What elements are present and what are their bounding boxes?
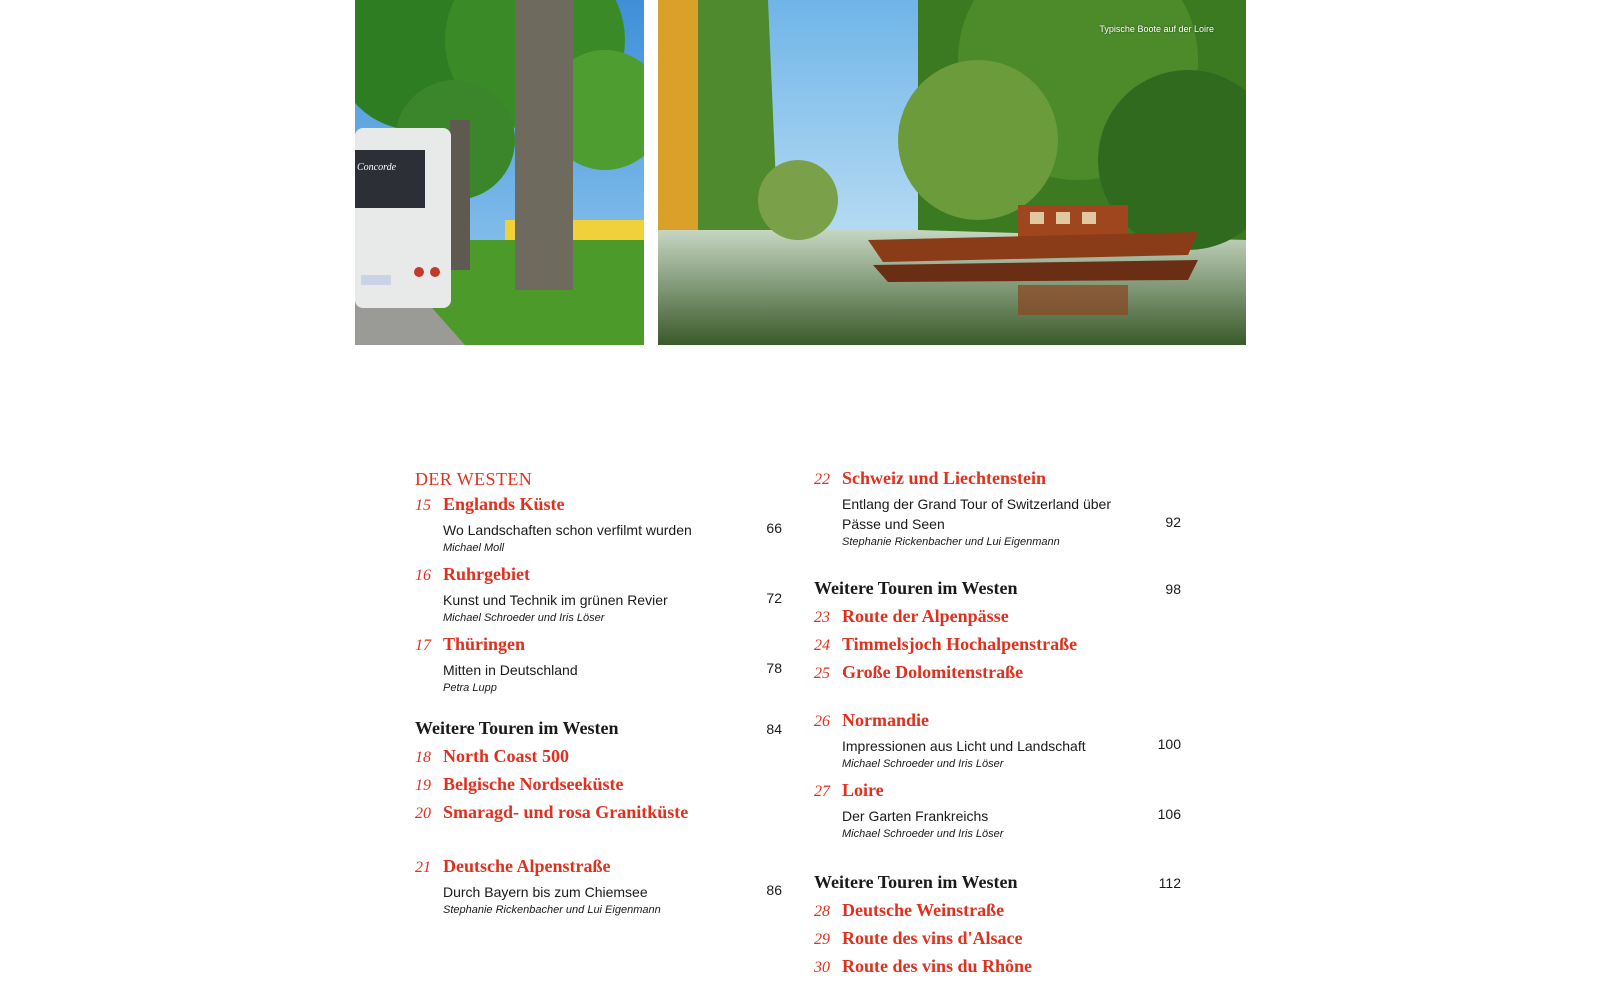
- entry-title: Route des vins d'Alsace: [842, 928, 1023, 948]
- toc-entry[interactable]: [814, 956, 1181, 984]
- entry-number: 19: [415, 777, 431, 794]
- more-tours-heading[interactable]: [415, 718, 782, 746]
- entry-number: 20: [415, 805, 431, 822]
- entry-title: Route des vins du Rhône: [842, 956, 1033, 976]
- entry-subtitle: Wo Landschaften schon verfilmt wurden: [443, 522, 692, 538]
- entry-authors: Michael Schroeder und Iris Löser: [842, 828, 1004, 840]
- entry-number: 22: [814, 471, 830, 488]
- entry-title: Belgische Nordseeküste: [443, 774, 624, 794]
- entry-title: Deutsche Weinstraße: [842, 900, 1005, 920]
- entry-number: 24: [814, 637, 830, 654]
- more-tours-label: Weitere Touren im Westen: [415, 718, 619, 738]
- page-number: 86: [766, 882, 782, 898]
- entry-number: 26: [814, 713, 830, 730]
- toc-entry[interactable]: [814, 900, 1181, 928]
- more-tours-label: Weitere Touren im Westen: [814, 578, 1018, 598]
- toc-entry[interactable]: [814, 662, 1181, 690]
- toc-left-column: [415, 468, 782, 926]
- entry-subtitle: Durch Bayern bis zum Chiemsee: [443, 884, 648, 900]
- toc-entry[interactable]: [814, 710, 1181, 770]
- entry-number: 21: [415, 859, 431, 876]
- entry-title: Schweiz und Liechtenstein: [842, 468, 1047, 488]
- toc-entry[interactable]: [814, 928, 1181, 956]
- more-tours-label: Weitere Touren im Westen: [814, 872, 1018, 892]
- entry-number: 28: [814, 903, 830, 920]
- page-number: 98: [1165, 581, 1181, 597]
- svg-text:Concorde: Concorde: [357, 162, 397, 173]
- photo-caption: Typische Boote auf der Loire: [1099, 24, 1214, 34]
- toc-entry[interactable]: [814, 780, 1181, 840]
- entry-authors: Stephanie Rickenbacher und Lui Eigenmann: [443, 904, 661, 916]
- page-number: 72: [766, 590, 782, 606]
- entry-subtitle: Entlang der Grand Tour of Switzerland über Pässe und Seen: [842, 496, 1112, 532]
- toc-entry[interactable]: [415, 746, 782, 774]
- entry-subtitle: Impressionen aus Licht und Landschaft: [842, 738, 1086, 754]
- entry-subtitle: Der Garten Frankreichs: [842, 808, 989, 824]
- page-number: 92: [1165, 514, 1181, 530]
- toc-entry[interactable]: [415, 564, 782, 624]
- toc-entry[interactable]: [415, 494, 782, 554]
- toc-entry[interactable]: [814, 606, 1181, 634]
- page-number: 100: [1157, 736, 1181, 752]
- entry-number: 27: [814, 783, 830, 800]
- entry-title: Große Dolomitenstraße: [842, 662, 1024, 682]
- toc-entry[interactable]: [814, 634, 1181, 662]
- page-number: 84: [766, 721, 782, 737]
- entry-title: Ruhrgebiet: [443, 564, 530, 584]
- page-number: 106: [1157, 806, 1181, 822]
- entry-subtitle: Kunst und Technik im grünen Revier: [443, 592, 668, 608]
- entry-number: 25: [814, 665, 830, 682]
- toc-entry[interactable]: [415, 802, 782, 830]
- page-number: 66: [766, 520, 782, 536]
- entry-title: Timmelsjoch Hochalpenstraße: [842, 634, 1078, 654]
- entry-number: 16: [415, 567, 431, 584]
- entry-title: Route der Alpenpässe: [842, 606, 1009, 626]
- entry-title: Englands Küste: [443, 494, 565, 514]
- river-boats-photo: [658, 0, 1246, 345]
- entry-authors: Michael Schroeder und Iris Löser: [443, 612, 605, 624]
- page-number: 112: [1158, 875, 1181, 891]
- toc-entry[interactable]: [415, 774, 782, 802]
- entry-title: North Coast 500: [443, 746, 569, 766]
- entry-authors: Michael Moll: [443, 542, 505, 554]
- entry-authors: Stephanie Rickenbacher und Lui Eigenmann: [842, 536, 1060, 548]
- entry-number: 30: [814, 959, 830, 976]
- entry-subtitle: Mitten in Deutschland: [443, 662, 578, 678]
- page-number: 78: [766, 660, 782, 676]
- entry-number: 15: [415, 497, 431, 514]
- entry-title: Normandie: [842, 710, 929, 730]
- entry-authors: Michael Schroeder und Iris Löser: [842, 758, 1004, 770]
- section-title: DER WESTEN: [415, 469, 533, 489]
- more-tours-heading[interactable]: [814, 578, 1181, 606]
- entry-number: 18: [415, 749, 431, 766]
- entry-number: 23: [814, 609, 830, 626]
- entry-title: Deutsche Alpenstraße: [443, 856, 611, 876]
- toc-entry[interactable]: [415, 856, 782, 916]
- entry-number: 29: [814, 931, 830, 948]
- entry-title: Thüringen: [443, 634, 526, 654]
- entry-title: Loire: [842, 780, 884, 800]
- more-tours-heading[interactable]: [814, 872, 1181, 900]
- entry-authors: Petra Lupp: [443, 682, 497, 694]
- toc-right-column: [814, 468, 1181, 984]
- camper-photo: [355, 0, 644, 345]
- entry-number: 17: [415, 637, 431, 654]
- entry-title: Smaragd- und rosa Granitküste: [443, 802, 689, 822]
- toc-entry[interactable]: [415, 634, 782, 694]
- toc-entry[interactable]: [814, 468, 1181, 548]
